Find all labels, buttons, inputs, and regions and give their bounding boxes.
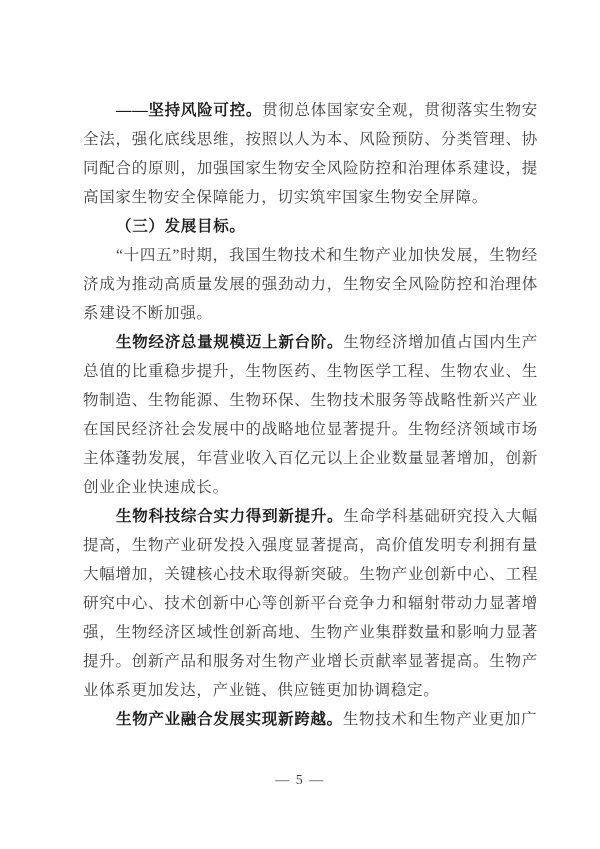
paragraph: [83, 705, 538, 734]
paragraph-body: 生物经济增加值占国内生产总值的比重稳步提升，生物医药、生物医学工程、生物农业、生物制造、生物能源、生物环保、生物技术服务等战略性新兴产业在国民经济社会发展中的战略地位显著提升。生物经济领域市场主体蓬勃发展，年营业收入百亿元以上企业数量显著增加，创新创业企业快速成长。: [83, 334, 538, 496]
paragraph-body: 贯彻总体国家安全观，贯彻落实生物安全法，强化底线思维，按照以人为本、风险预防、分类管理、协同配合的原则，加强国家生物安全风险防控和治理体系建设，提高国家生物安全保障能力，切实筑牢国家生物安全屏障。: [83, 102, 538, 206]
paragraph-lead: ——坚持风险可控。: [116, 102, 263, 119]
paragraph: [83, 328, 538, 502]
paragraph-lead: （三）发展目标。: [116, 218, 246, 235]
paragraph-lead: 生物产业融合发展实现新跨越。: [116, 711, 343, 728]
paragraph: [83, 502, 538, 705]
paragraph: [83, 96, 538, 212]
document-body: [83, 96, 538, 734]
paragraph-body: 生物技术和生物产业更加广: [342, 711, 538, 728]
paragraph-body: “十四五”时期，我国生物技术和生物产业加快发展，生物经济成为推动高质量发展的强劲动力，生物安全风险防控和治理体系建设不断加强。: [83, 247, 538, 322]
paragraph-body: 生命学科基础研究投入大幅提高，生物产业研发投入强度显著提高，高价值发明专利拥有量大幅增加，关键核心技术取得新突破。生物产业创新中心、工程研究中心、技术创新中心等创新平台竞争力和辐射带动力显著增强，生物经济区域性创新高地、生物产业集群数量和影响力显著提升。创新产品和服务对生物产业增长贡献率显著提高。生物产业体系更加发达，产业链、供应链更加协调稳定。: [83, 508, 538, 699]
page-number: — 5 —: [275, 773, 325, 788]
paragraph: [83, 241, 538, 328]
paragraph-lead: 生物科技综合实力得到新提升。: [116, 508, 344, 525]
paragraph-lead: 生物经济总量规模迈上新台阶。: [116, 334, 344, 351]
paragraph: [83, 212, 538, 241]
